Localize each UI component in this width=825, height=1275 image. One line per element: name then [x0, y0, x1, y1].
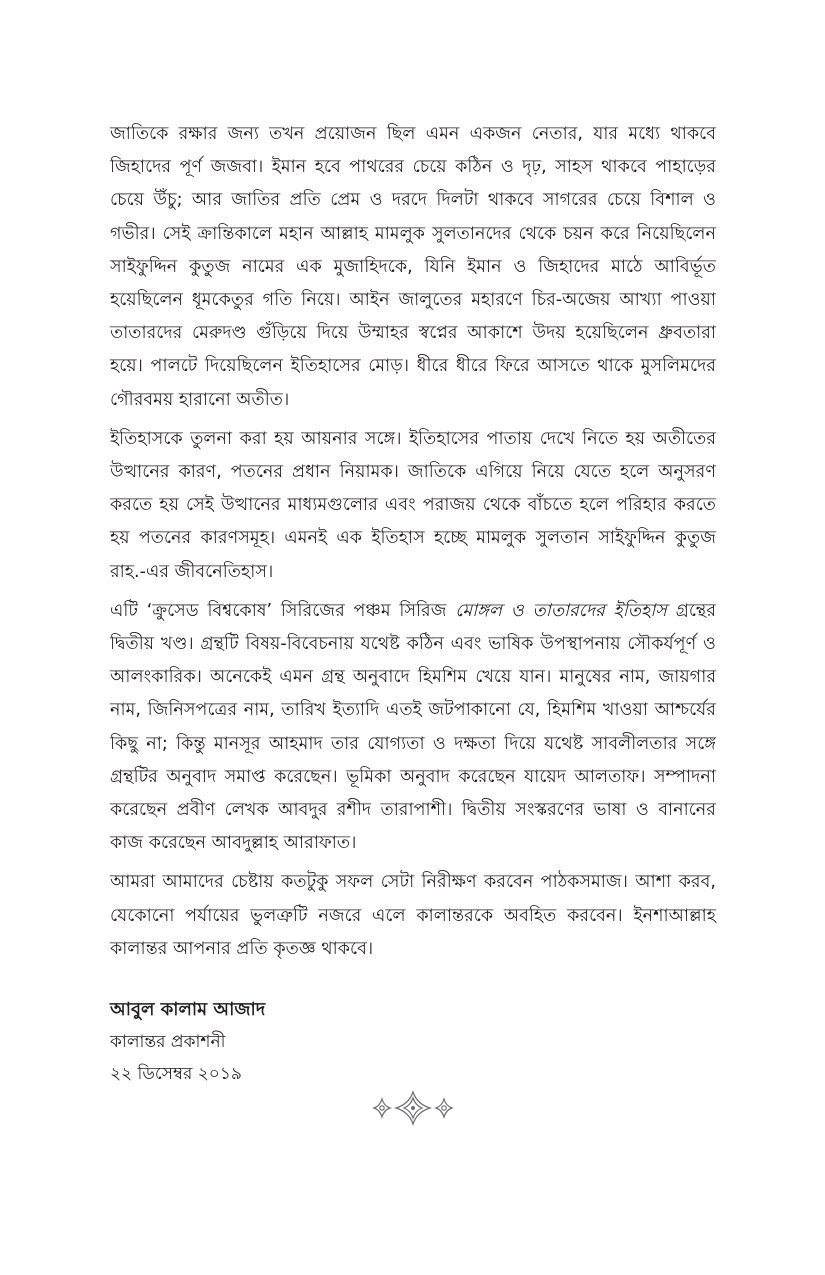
signature-block	[110, 994, 716, 1090]
paragraph-3	[110, 595, 716, 861]
book-title-italic: মোঙ্গল ও তাতারদের ইতিহাস	[455, 600, 667, 621]
signature-publisher: কালান্তর প্রকাশনী	[110, 1032, 226, 1053]
paragraph-2: ইতিহাসকে তুলনা করা হয় আয়নার সঙ্গে। ইতিহাসের পাতায় দেখে নিতে হয় অতীতের উত্থানের কারণ, পতনের প্রধান নিয়ামক। জাতিকে এগিয়ে নিয়ে যেতে হলে অনুসরণ করতে হয় সেই উত্থানের মাধ্যমগুলোর এবং পরাজয় থেকে বাঁচতে হলে পরিহার করতে হয় পতনের কারণসমূহ। এমনই এক ইতিহাস হচ্ছে মামলুক সুলতান সাইফুদ্দিন কুতুজ রাহ.-এর জীবনেতিহাস।	[110, 428, 716, 582]
signature-date: ২২ ডিসেম্বর ২০১৯	[110, 1064, 242, 1085]
signature-name: আবুল কালাম আজাদ	[110, 999, 266, 1021]
document-page	[110, 118, 716, 1090]
paragraph-3-text-after: গ্রন্থের দ্বিতীয় খণ্ড। গ্রন্থটি বিষয়-বিবেচনায় যথেষ্ট কঠিন এবং ভাষিক উপস্থাপনায় সৌকর্যপূর্ণ ও আলংকারিক। অনেকেই এমন গ্রন্থ অনুবাদে হিমশিম খেয়ে যান। মানুষের নাম, জায়গার নাম, জিনিসপত্রের নাম, তারিখ ইত্যাদি এতই জটপাকানো যে, হিমশিম খাওয়া আশ্চর্যের কিছু না; কিন্তু মানসূর আহমাদ তার যোগ্যতা ও দক্ষতা দিয়ে যথেষ্ট সাবলীলতার সঙ্গে গ্রন্থটির অনুবাদ সমাপ্ত করেছেন। ভূমিকা অনুবাদ করেছেন যায়েদ আলতাফ। সম্পাদনা করেছেন প্রবীণ লেখক আবদুর রশীদ তারাপাশী। দ্বিতীয় সংস্করণের ভাষা ও বানানের কাজ করেছেন আবদুল্লাহ আরাফাত।	[110, 600, 717, 854]
paragraph-1: জাতিকে রক্ষার জন্য তখন প্রয়োজন ছিল এমন একজন নেতার, যার মধ্যে থাকবে জিহাদের পূর্ণ জজবা। ইমান হবে পাথরের চেয়ে কঠিন ও দৃঢ়, সাহস থাকবে পাহাড়ের চেয়ে উঁচু; আর জাতির প্রতি প্রেম ও দরদে দিলটা থাকবে সাগরের চেয়ে বিশাল ও গভীর। সেই ক্রান্তিকালে মহান আল্লাহ মামলুক সুলতানদের থেকে চয়ন করে নিয়েছিলেন সাইফুদ্দিন কুতুজ নামের এক মুজাহিদকে, যিনি ইমান ও জিহাদের মাঠে আবির্ভূত হয়েছিলেন ধূমকেতুর গতি নিয়ে। আইন জালুতের মহারণে চির-অজেয় আখ্যা পাওয়া তাতারদের মেরুদণ্ড গুঁড়িয়ে দিয়ে উম্মাহর স্বপ্নের আকাশে উদয় হয়েছিলেন ধ্রুবতারা হয়ে। পালটে দিয়েছিলেন ইতিহাসের মোড়। ধীরে ধীরে ফিরে আসতে থাকে মুসলিমদের গৌরবময় হারানো অতীত।	[110, 124, 716, 410]
paragraph-3-text-before: এটি ‘ক্রুসেড বিশ্বকোষ’ সিরিজের পঞ্চম সিরিজ	[110, 600, 456, 621]
paragraph-4: আমরা আমাদের চেষ্টায় কতটুকু সফল সেটা নিরীক্ষণ করবেন পাঠকসমাজ। আশা করব, যেকোনো পর্যায়ের ভুলত্রুটি নজরে এলে কালান্তরকে অবহিত করবেন। ইনশাআল্লাহ কালান্তর আপনার প্রতি কৃতজ্ঞ থাকবে।	[110, 872, 716, 959]
diamond-star-ornament-icon	[368, 1088, 458, 1128]
